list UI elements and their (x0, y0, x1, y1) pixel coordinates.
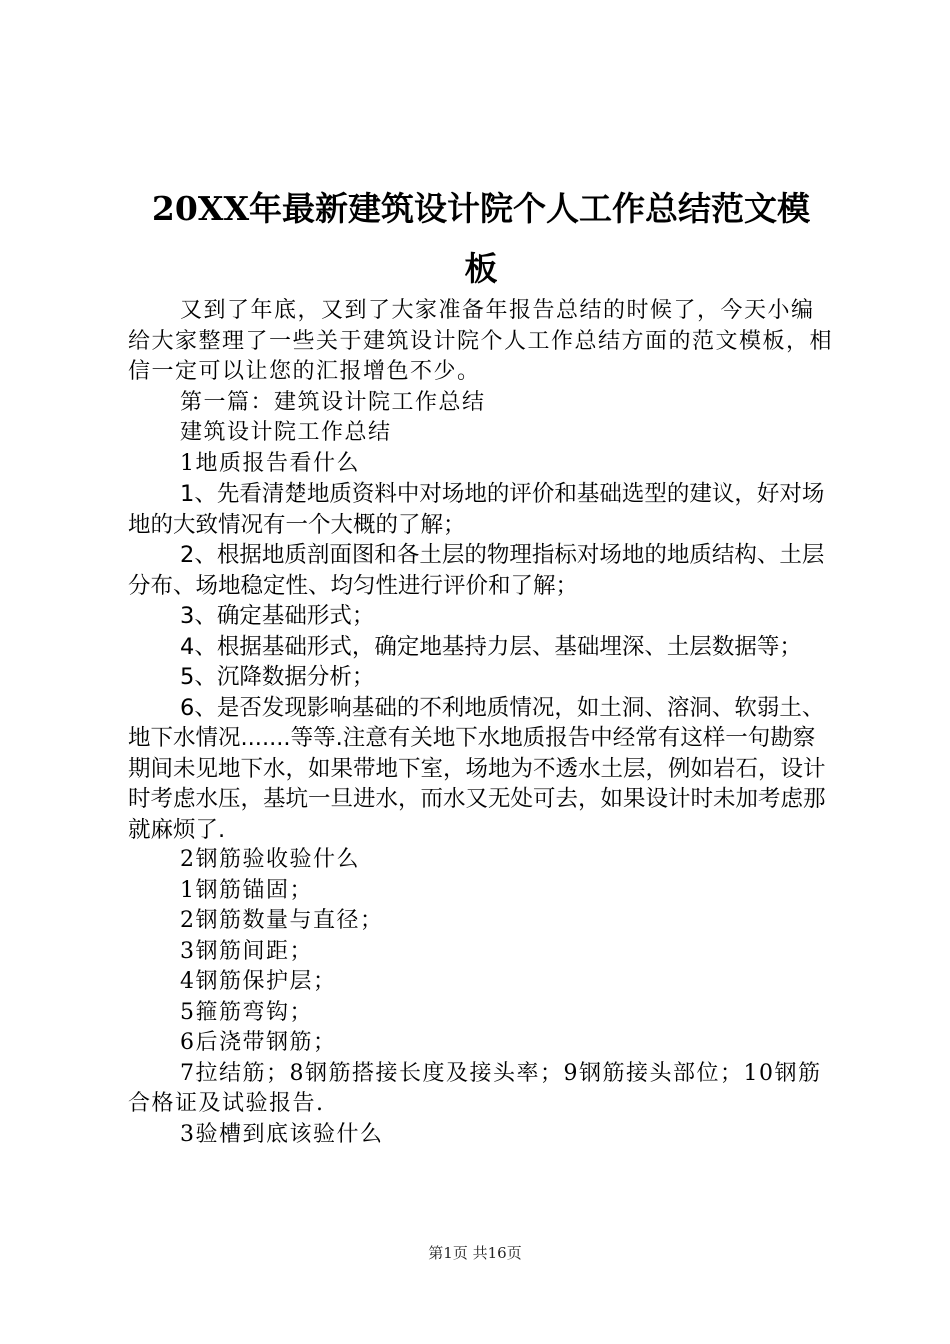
list-item: 5、沉降数据分析； (180, 664, 375, 690)
intro-paragraph: 又到了年底，又到了大家准备年报告总结的时候了，今天小编给大家整理了一些关于建筑设计院个人工作总结方面的范文模板，相信一定可以让您的汇报增色不少。 (128, 298, 834, 384)
list-item: 4、根据基础形式，确定地基持力层、基础埋深、土层数据等； (180, 633, 802, 660)
list-item: 7拉结筋；8钢筋搭接长度及接头率；9钢筋接头部位；10钢筋合格证及试验报告. (128, 1060, 822, 1116)
list-item: 1、先看清楚地质资料中对场地的评价和基础选型的建议，好对场地的大致情况有一个大概的了解； (128, 481, 825, 538)
page-footer: 第1页 共16页 (428, 1244, 522, 1262)
document-title-line-2: 板 (464, 249, 498, 288)
heading-rebar-inspection: 2钢筋验收验什么 (180, 847, 360, 872)
list-item: 5箍筋弯钩； (180, 999, 313, 1025)
heading-foundation-trench: 3验槽到底该验什么 (180, 1121, 384, 1147)
list-item: 2钢筋数量与直径； (180, 908, 384, 933)
list-item: 6、是否发现影响基础的不利地质情况，如土洞、溶洞、软弱土、地下水情况.......等等.注意有关地下水地质报告中经常有这样一句勘察期间未见地下水，如果带地下室，场地为不透水土层，例如岩石，设计时考虑水压，基坑一旦进水，而水又无处可去，如果设计时未加考虑那就麻烦了. (128, 694, 826, 843)
list-item: 4钢筋保护层； (180, 969, 337, 994)
list-item: 3、确定基础形式； (180, 603, 375, 629)
document-title-line-1: 20XX年最新建筑设计院个人工作总结范文模 (151, 189, 811, 228)
list-item: 1钢筋锚固； (180, 877, 313, 903)
list-item: 2、根据地质剖面图和各土层的物理指标对场地的地质结构、土层分布、场地稳定性、均匀性进行评价和了解； (128, 542, 825, 599)
list-item: 3钢筋间距； (180, 938, 313, 964)
section-heading-chapter-1: 第一篇：建筑设计院工作总结 (180, 389, 486, 415)
list-item: 6后浇带钢筋； (180, 1030, 337, 1055)
section-subtitle: 建筑设计院工作总结 (180, 420, 392, 445)
heading-geology-report: 1地质报告看什么 (180, 450, 360, 476)
document-body (128, 296, 834, 1150)
